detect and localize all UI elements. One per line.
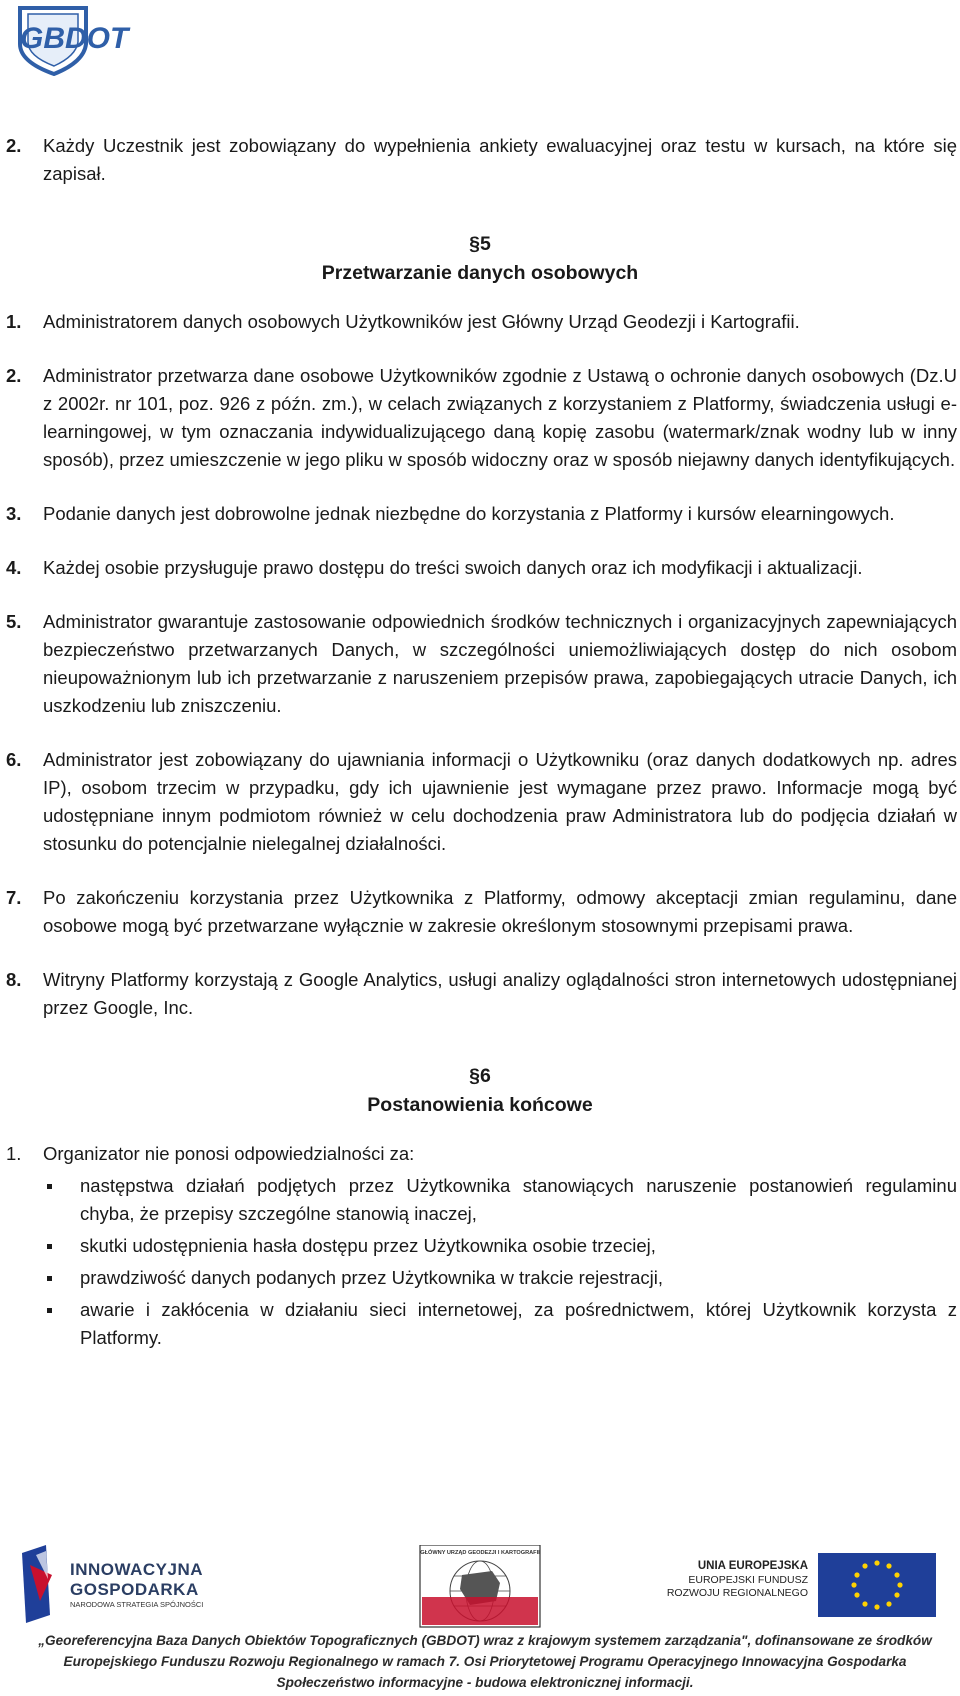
item-number: 2.	[6, 135, 22, 156]
item-text: Podanie danych jest dobrowolne jednak niezbędne do korzystania z Platformy i kursów elearningowych.	[43, 503, 895, 524]
item-text: Administrator przetwarza dane osobowe Użytkowników zgodnie z Ustawą o ochronie danych osobowych (Dz.U z 2002r. nr 101, poz. 926 z późn. zm.), w celach związanych z korzystaniem z Platformy, świadczenia usługi e-learningowej, w tym oznaczania indywidualizującego daną kopię zasobu (watermark/znak wodny lub w inny sposób), przez umieszczenie w jego pliku w sposób widoczny oraz w sposób niejawny danych identyfikujących.	[43, 365, 957, 470]
section-number: §5	[469, 233, 491, 255]
funding-note: „Georeferencyjna Baza Danych Obiektów Topograficznych (GBDOT) wraz z krajowym systemem zarządzania", dofinansowane ze środków Europejskiego Funduszu Rozwoju Regionalnego w ramach 7. Osi Priorytetowej Programu Operacyjnego Innowacyjna Gospodarka Społeczeństwo informacyjne - budowa elektronicznej informacji.	[38, 1633, 932, 1690]
section-title: Postanowienia końcowe	[367, 1094, 593, 1116]
logo-gugik-text: GŁÓWNY URZĄD GEODEZJI I KARTOGRAFII	[420, 1550, 540, 1556]
section5-heading	[0, 230, 960, 288]
logo-eu-text-2: EUROPEJSKI FUNDUSZ	[688, 1574, 808, 1586]
item-number: 4.	[6, 557, 22, 578]
document-body	[0, 132, 960, 1378]
list-item-text: prawdziwość danych podanych przez Użytkownika w trakcie rejestracji,	[80, 1267, 663, 1288]
item-text: Witryny Platformy korzystają z Google Analytics, usługi analizy oglądalności stron internetowych udostępnianej przez Google, Inc.	[43, 969, 957, 1018]
bullet-square-icon	[47, 1276, 52, 1281]
logo-ig-title-1: INNOWACYJNA	[70, 1560, 204, 1579]
list-item	[43, 1172, 957, 1228]
innowacyjna-gospodarka-logo	[22, 1545, 203, 1623]
gbdot-logo	[14, 4, 150, 76]
section5-item-8	[0, 966, 957, 1022]
section-number: §6	[469, 1065, 491, 1087]
item-number: 7.	[6, 887, 22, 908]
section5-item-4	[0, 554, 957, 582]
section-title: Przetwarzanie danych osobowych	[321, 262, 639, 284]
logo-ig-sub: NARODOWA STRATEGIA SPÓJNOŚCI	[70, 1600, 204, 1609]
list-item-text: następstwa działań podjętych przez Użytkownika stanowiących naruszenie postanowień regulaminu chyba, że przepisy szczególne stanowią inaczej,	[80, 1175, 957, 1224]
bullet-square-icon	[47, 1308, 52, 1313]
section5-item-1	[0, 308, 957, 336]
section5-item-6	[0, 746, 957, 858]
list-item	[43, 1296, 957, 1352]
logo-ig-title-2: GOSPODARKA	[70, 1580, 199, 1599]
gbdot-logo-text: GBDOT	[20, 22, 129, 55]
item-number: 1.	[6, 311, 22, 332]
footer-logos	[0, 1545, 960, 1629]
section4-item-2	[0, 132, 957, 188]
item-number: 6.	[6, 749, 22, 770]
item-number: 1.	[6, 1143, 22, 1164]
item-number: 8.	[6, 969, 22, 990]
liability-list	[43, 1172, 957, 1352]
section5-item-5	[0, 608, 957, 720]
section5-item-3	[0, 500, 957, 528]
section5-item-7	[0, 884, 957, 940]
list-item	[43, 1264, 957, 1292]
item-text: Każdy Uczestnik jest zobowiązany do wypełnienia ankiety ewaluacyjnej oraz testu w kursach, na które się zapisał.	[43, 135, 957, 184]
item-text: Organizator nie ponosi odpowiedzialności za:	[43, 1143, 415, 1164]
section6-item-1	[0, 1140, 957, 1352]
item-number: 5.	[6, 611, 22, 632]
bullet-square-icon	[47, 1244, 52, 1249]
list-item	[43, 1232, 957, 1260]
item-text: Administratorem danych osobowych Użytkowników jest Główny Urząd Geodezji i Kartografii.	[43, 311, 800, 332]
item-text: Po zakończeniu korzystania przez Użytkownika z Platformy, odmowy akceptacji zmian regulaminu, dane osobowe mogą być przetwarzane wyłącznie w zakresie określonym stosownymi przepisami prawa.	[43, 887, 957, 936]
item-number: 2.	[6, 365, 22, 386]
item-text: Administrator jest zobowiązany do ujawniania informacji o Użytkowniku (oraz danych dodatkowych np. adres IP), osobom trzecim w przypadku, gdy ich ujawnienie jest wymagane przez prawo. Informacje mogą być udostępniane innym podmiotom również w celu dochodzenia praw Administratora lub do podjęcia działań w stosunku do potencjalnie nielegalnej działalności.	[43, 749, 957, 854]
section6-heading	[0, 1062, 960, 1120]
logo-eu-text-3: ROZWOJU REGIONALNEGO	[666, 1587, 808, 1599]
gugik-logo	[420, 1545, 540, 1627]
list-item-text: skutki udostępnienia hasła dostępu przez Użytkownika osobie trzeciej,	[80, 1235, 656, 1256]
item-number: 3.	[6, 503, 22, 524]
item-text: Każdej osobie przysługuje prawo dostępu do treści swoich danych oraz ich modyfikacji i aktualizacji.	[43, 557, 863, 578]
section5-item-2	[0, 362, 957, 474]
list-item-text: awarie i zakłócenia w działaniu sieci internetowej, za pośrednictwem, której Użytkownik korzysta z Platformy.	[80, 1299, 957, 1348]
item-text: Administrator gwarantuje zastosowanie odpowiednich środków technicznych i organizacyjnych zapewniających bezpieczeństwo przetwarzanych Danych, w szczególności uniemożliwiających dostęp do nich osobom nieupoważnionym lub ich przetwarzanie z naruszeniem przepisów prawa, zapobiegających utracie Danych, ich uszkodzeniu lub zniszczeniu.	[43, 611, 957, 716]
eu-logo	[667, 1553, 936, 1617]
bullet-square-icon	[47, 1184, 52, 1189]
logo-eu-text-1: UNIA EUROPEJSKA	[697, 1560, 808, 1572]
